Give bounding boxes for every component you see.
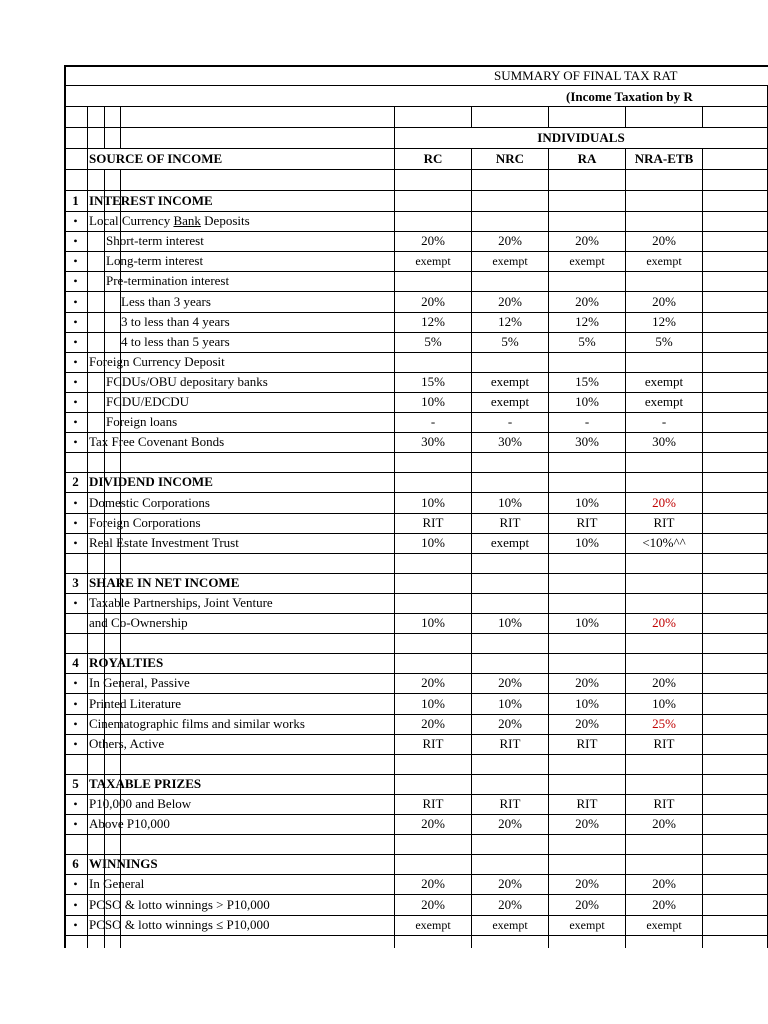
bullet-icon: • <box>73 374 78 389</box>
table-row <box>64 271 768 292</box>
table-row <box>64 814 768 835</box>
rate-cell-ra: 20% <box>548 231 625 251</box>
section-row <box>64 854 768 875</box>
table-row <box>64 895 768 916</box>
rate-cell-ra: 10% <box>548 392 625 412</box>
rate-cell-ra: exempt <box>548 251 625 271</box>
income-source-label: Pre-termination interest <box>106 273 230 289</box>
rate-cell-nra-etb: 20% <box>625 231 702 251</box>
bullet-icon: • <box>73 596 78 610</box>
section-number: 4 <box>72 655 79 671</box>
income-source-label: Foreign Corporations <box>89 514 201 530</box>
income-source-label: FCDUs/OBU depositary banks <box>106 373 268 389</box>
table-row <box>64 533 768 554</box>
rate-cell-ra: 15% <box>548 372 625 392</box>
rate-cell-nra-etb: 20% <box>625 673 702 693</box>
rate-cell-ra: 30% <box>548 432 625 452</box>
rate-cell-ra: 20% <box>548 714 625 734</box>
rate-cell-nrc: 12% <box>471 312 548 332</box>
section-title: TAXABLE PRIZES <box>89 775 202 791</box>
rate-cell-ra: exempt <box>548 915 625 935</box>
rate-cell-rc: 20% <box>394 231 471 251</box>
final-tax-rate-table <box>64 65 768 948</box>
rate-cell-nrc: 10% <box>471 694 548 714</box>
col-header-ra: RA <box>548 149 625 169</box>
rate-cell-nra-etb: exempt <box>625 372 702 392</box>
subtitle-row <box>64 86 768 107</box>
individuals-header: INDIVIDUALS <box>537 130 625 145</box>
rate-cell-nra-etb: RIT <box>625 734 702 754</box>
income-source-label: Less than 3 years <box>121 293 211 309</box>
bullet-icon: • <box>73 395 78 409</box>
table-row <box>64 211 768 232</box>
table-row <box>64 392 768 413</box>
bullet-icon: • <box>73 877 78 892</box>
rate-cell-rc: 20% <box>394 895 471 915</box>
spacer-row <box>64 107 768 128</box>
rate-cell-nra-etb: 20% <box>625 493 702 513</box>
rate-cell-ra: 10% <box>548 613 625 633</box>
col-header-nrc: NRC <box>471 149 548 169</box>
rate-cell-nrc: 20% <box>471 673 548 693</box>
blank-row <box>64 834 768 855</box>
table-row <box>64 312 768 333</box>
table-row <box>64 231 768 252</box>
rate-cell-rc: 10% <box>394 493 471 513</box>
income-source-label: Cinematographic films and similar works <box>89 715 305 731</box>
income-source-label: Others, Active <box>89 735 165 751</box>
rate-cell-rc: - <box>394 412 471 432</box>
blank-row <box>64 553 768 574</box>
income-source-label: Above P10,000 <box>89 816 170 832</box>
rate-cell-nra-etb: 5% <box>625 332 702 352</box>
income-source-label: Domestic Corporations <box>89 494 210 510</box>
rate-cell-nrc: - <box>471 412 548 432</box>
spacer-row <box>64 170 768 191</box>
table-row <box>64 372 768 393</box>
rate-cell-nrc: exempt <box>471 915 548 935</box>
table-row <box>64 714 768 735</box>
income-source-label: Long-term interest <box>106 253 204 269</box>
table-row <box>64 694 768 715</box>
income-source-label: PCSO & lotto winnings ≤ P10,000 <box>89 916 270 932</box>
rate-cell-rc: 20% <box>394 814 471 834</box>
rate-cell-rc: RIT <box>394 794 471 814</box>
rate-cell-rc: 10% <box>394 533 471 553</box>
rate-cell-rc: 30% <box>394 432 471 452</box>
rate-cell-nra-etb: 20% <box>625 814 702 834</box>
bullet-icon: • <box>73 535 78 550</box>
bullet-icon: • <box>73 696 78 711</box>
rate-cell-nra-etb: RIT <box>625 794 702 814</box>
bullet-icon: • <box>73 515 78 530</box>
bullet-icon: • <box>73 354 78 369</box>
rate-cell-rc: 10% <box>394 694 471 714</box>
section-title: ROYALTIES <box>89 655 164 671</box>
rate-cell-nra-etb: 20% <box>625 895 702 915</box>
column-header-row <box>64 149 768 170</box>
rate-cell-ra: 5% <box>548 332 625 352</box>
rate-cell-nra-etb: 20% <box>625 613 702 633</box>
rate-cell-nra-etb: 10% <box>625 694 702 714</box>
rate-cell-rc: 20% <box>394 874 471 894</box>
table-row <box>64 915 768 936</box>
rate-cell-rc: 20% <box>394 714 471 734</box>
table-row <box>64 613 768 634</box>
table-row <box>64 513 768 534</box>
section-title: DIVIDEND INCOME <box>89 474 213 490</box>
rate-cell-nrc: exempt <box>471 533 548 553</box>
table-row <box>64 493 768 514</box>
section-row <box>64 191 768 212</box>
rate-cell-nra-etb: exempt <box>625 251 702 271</box>
rate-cell-rc: 20% <box>394 673 471 693</box>
section-title: INTEREST INCOME <box>89 193 213 208</box>
rate-cell-nra-etb: 20% <box>625 874 702 894</box>
income-source-label: PCSO & lotto winnings > P10,000 <box>89 896 270 912</box>
rate-cell-nra-etb: 20% <box>625 292 702 312</box>
rate-cell-rc: RIT <box>394 734 471 754</box>
bullet-icon: • <box>73 415 78 430</box>
blank-row <box>64 935 768 948</box>
table-subtitle: (Income Taxation by R <box>566 89 693 104</box>
bullet-icon: • <box>73 797 78 811</box>
income-source-label: Printed Literature <box>89 695 182 711</box>
rate-cell-ra: 20% <box>548 292 625 312</box>
rate-cell-ra: 12% <box>548 312 625 332</box>
income-source-label: FCDU/EDCDU <box>106 394 190 409</box>
rate-cell-nrc: exempt <box>471 372 548 392</box>
rate-cell-ra: 10% <box>548 694 625 714</box>
bullet-icon: • <box>73 676 78 691</box>
rate-cell-nrc: 10% <box>471 613 548 633</box>
rate-cell-nra-etb: exempt <box>625 392 702 412</box>
income-source-label: and Co-Ownership <box>89 615 188 631</box>
section-number: 3 <box>72 574 79 590</box>
group-header-row <box>64 128 768 149</box>
rate-cell-nrc: 20% <box>471 895 548 915</box>
table-row <box>64 734 768 755</box>
table-row <box>64 352 768 373</box>
table-title: SUMMARY OF FINAL TAX RAT <box>494 68 678 83</box>
section-title: SHARE IN NET INCOME <box>89 574 240 590</box>
bullet-icon: • <box>73 234 78 249</box>
rate-cell-nrc: RIT <box>471 513 548 533</box>
rate-cell-nrc: 20% <box>471 231 548 251</box>
rate-cell-nrc: 30% <box>471 432 548 452</box>
rate-cell-ra: 10% <box>548 533 625 553</box>
rate-cell-rc: exempt <box>394 915 471 935</box>
rate-cell-ra: - <box>548 412 625 432</box>
income-source-label: Foreign Currency Deposit <box>89 353 225 369</box>
col-header-nra-etb: NRA-ETB <box>625 149 702 169</box>
rate-cell-ra: RIT <box>548 794 625 814</box>
rate-cell-nrc: 20% <box>471 714 548 734</box>
bullet-icon: • <box>73 334 78 349</box>
rate-cell-ra: 20% <box>548 895 625 915</box>
source-of-income-header: SOURCE OF INCOME <box>89 151 223 166</box>
underlined-word: Bank <box>173 213 201 229</box>
table-row <box>64 412 768 433</box>
rate-cell-nrc: 20% <box>471 814 548 834</box>
table-row <box>64 794 768 815</box>
rate-cell-rc: 12% <box>394 312 471 332</box>
blank-row <box>64 754 768 775</box>
bullet-icon: • <box>73 435 78 450</box>
rate-cell-ra: RIT <box>548 513 625 533</box>
rate-cell-nra-etb: exempt <box>625 915 702 935</box>
blank-row <box>64 633 768 654</box>
rate-cell-rc: 15% <box>394 372 471 392</box>
col-header-rc: RC <box>394 149 471 169</box>
section-row <box>64 653 768 674</box>
bullet-icon: • <box>73 495 78 510</box>
income-source-label: P10,000 and Below <box>89 796 192 811</box>
rate-cell-nrc: 20% <box>471 874 548 894</box>
rate-cell-nra-etb: 25% <box>625 714 702 734</box>
income-source-label: In General <box>89 876 145 892</box>
rate-cell-ra: 20% <box>548 874 625 894</box>
section-number: 1 <box>72 193 79 208</box>
table-row <box>64 292 768 313</box>
income-source-label: Real Estate Investment Trust <box>89 534 239 550</box>
rate-cell-nra-etb: - <box>625 412 702 432</box>
section-number: 5 <box>72 775 79 791</box>
rate-cell-nrc: RIT <box>471 734 548 754</box>
section-row <box>64 774 768 795</box>
income-source-label <box>89 211 250 231</box>
rate-cell-nra-etb: 12% <box>625 312 702 332</box>
rate-cell-rc: 10% <box>394 392 471 412</box>
table-row <box>64 593 768 614</box>
label-part: Local Currency <box>89 213 174 229</box>
section-title: WINNINGS <box>89 856 158 872</box>
rate-cell-ra: RIT <box>548 734 625 754</box>
rate-cell-rc: 5% <box>394 332 471 352</box>
rate-cell-rc: exempt <box>394 251 471 271</box>
section-row <box>64 472 768 493</box>
bullet-icon: • <box>73 736 78 751</box>
rate-cell-rc: 10% <box>394 613 471 633</box>
blank-row <box>64 452 768 473</box>
bullet-icon: • <box>73 897 78 912</box>
rate-cell-nrc: RIT <box>471 794 548 814</box>
rate-cell-ra: 10% <box>548 493 625 513</box>
rate-cell-nra-etb: <10%^^ <box>625 533 702 553</box>
rate-cell-nrc: 10% <box>471 493 548 513</box>
label-part: Deposits <box>200 213 250 229</box>
rate-cell-ra: 20% <box>548 673 625 693</box>
income-source-label: In General, Passive <box>89 675 190 691</box>
rate-cell-nrc: exempt <box>471 251 548 271</box>
rate-cell-rc: RIT <box>394 513 471 533</box>
income-source-label: Taxable Partnerships, Joint Venture <box>89 595 273 610</box>
income-source-label: Foreign loans <box>106 414 178 430</box>
rate-cell-nrc: 20% <box>471 292 548 312</box>
bullet-icon: • <box>73 254 78 269</box>
title-row <box>64 65 768 86</box>
rate-cell-nra-etb: RIT <box>625 513 702 533</box>
bullet-icon: • <box>73 917 78 932</box>
bullet-icon: • <box>73 716 78 731</box>
income-source-label: Short-term interest <box>106 233 204 249</box>
rate-cell-ra: 20% <box>548 814 625 834</box>
rate-cell-nra-etb: 30% <box>625 432 702 452</box>
table-row <box>64 432 768 453</box>
section-number: 6 <box>72 856 79 872</box>
section-number: 2 <box>72 474 79 490</box>
bullet-icon: • <box>73 294 78 309</box>
section-row <box>64 573 768 594</box>
rate-cell-nrc: exempt <box>471 392 548 412</box>
table-row <box>64 874 768 895</box>
income-source-label: Tax Free Covenant Bonds <box>89 434 225 450</box>
table-row <box>64 673 768 694</box>
income-source-label: 3 to less than 4 years <box>121 313 230 329</box>
bullet-icon: • <box>73 274 78 289</box>
table-row <box>64 332 768 353</box>
rate-cell-nrc: 5% <box>471 332 548 352</box>
table-row <box>64 251 768 272</box>
bullet-icon: • <box>73 817 78 832</box>
rate-cell-rc: 20% <box>394 292 471 312</box>
bullet-icon: • <box>73 314 78 329</box>
income-source-label: 4 to less than 5 years <box>121 333 230 349</box>
bullet-icon: • <box>73 214 78 229</box>
